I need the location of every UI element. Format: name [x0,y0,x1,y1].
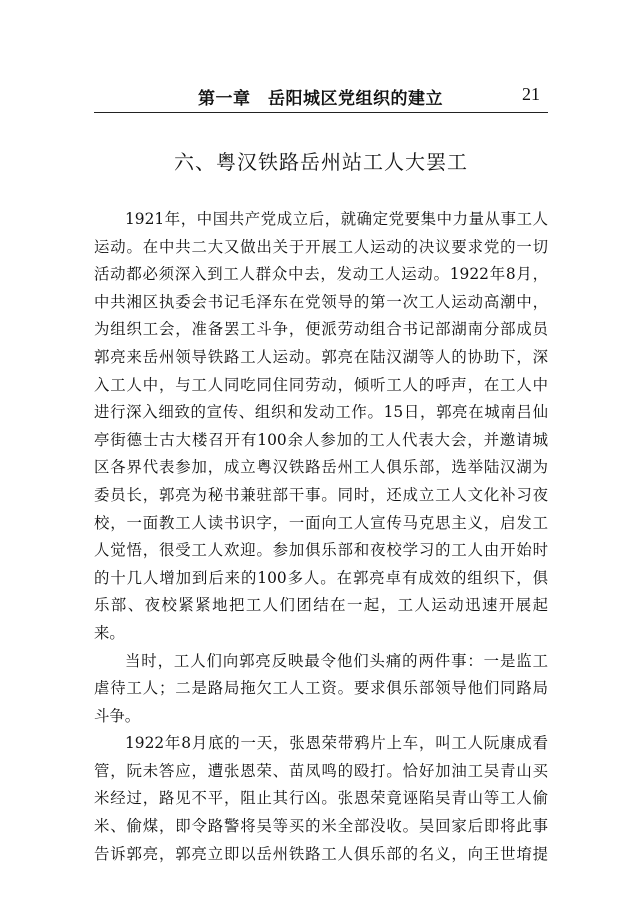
text-line: 为组织工会，准备罢工斗争，便派劳动组合书记部湖南分部成员 [94,320,548,339]
text-line: 乐部、夜校紧紧地把工人们团结在一起，工人运动迅速开展起 [94,596,548,615]
body-text [94,206,548,868]
text-line: 区各界代表参加，成立粤汉铁路岳州工人俱乐部，选举陆汉湖为 [94,458,548,477]
text-line: 亭街德士古大楼召开有100余人参加的工人代表大会，并邀请城 [94,430,548,449]
text-line: 进行深入细致的宣传、组织和发动工作。15日，郭亮在城南吕仙 [94,403,548,422]
text-line: 当时，工人们向郭亮反映最令他们头痛的两件事：一是监工 [125,651,548,670]
text-line: 活动都必须深入到工人群众中去，发动工人运动。1922年8月， [94,265,548,284]
header-rule [94,112,548,113]
text-line: 郭亮来岳州领导铁路工人运动。郭亮在陆汉湖等人的协助下，深 [94,347,548,366]
text-line: 委员长，郭亮为秘书兼驻部干事。同时，还成立工人文化补习夜 [94,485,548,504]
text-line: 斗争。 [94,706,141,725]
text-line: 运动。在中共二大又做出关于开展工人运动的决议要求党的一切 [94,237,548,256]
text-line: 1922年8月底的一天，张恩荣带鸦片上车，叫工人阮康成看 [125,734,548,753]
text-line: 的十几人增加到后来的100多人。在郭亮卓有成效的组织下，俱 [94,568,548,587]
text-line: 中共湘区执委会书记毛泽东在党领导的第一次工人运动高潮中， [94,292,548,311]
text-line: 人觉悟，很受工人欢迎。参加俱乐部和夜校学习的工人由开始时 [94,541,548,560]
text-line: 告诉郭亮，郭亮立即以岳州铁路工人俱乐部的名义，向王世堉提 [94,844,548,863]
text-line: 米、偷煤，即令路警将吴等买的米全部没收。吴回家后即将此事 [94,817,548,836]
page-number: 21 [522,84,540,104]
section-title: 六、粤汉铁路岳州站工人大罢工 [174,150,468,174]
text-line: 入工人中，与工人同吃同住同劳动，倾听工人的呼声，在工人中 [94,375,548,394]
running-header [94,84,548,110]
text-line: 管，阮未答应，遭张恩荣、苗凤鸣的殴打。恰好加油工吴青山买 [94,761,548,780]
text-line: 虐待工人；二是路局拖欠工人工资。要求俱乐部领导他们同路局 [94,679,548,698]
text-line: 校，一面教工人读书识字，一面向工人宣传马克思主义，启发工 [94,513,548,532]
text-line: 来。 [94,623,125,642]
text-line: 1921年，中国共产党成立后，就确定党要集中力量从事工人 [125,210,548,228]
text-line: 米经过，路见不平，阻止其行凶。张恩荣竟诬陷吴青山等工人偷 [94,789,548,808]
chapter-title: 第一章 岳阳城区党组织的建立 [198,89,443,109]
